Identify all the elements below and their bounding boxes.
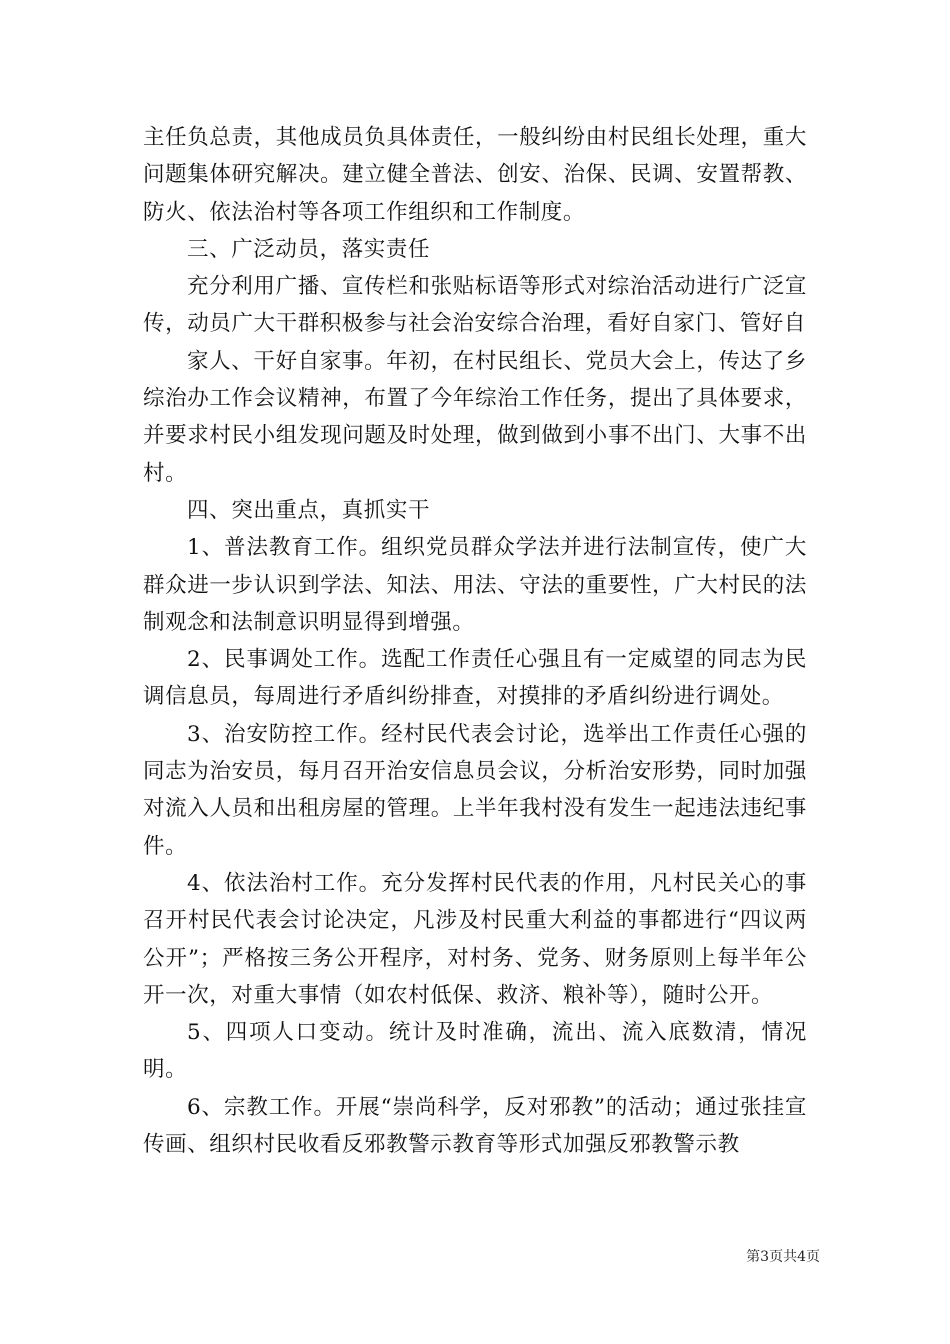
paragraph-item-1: 1、普法教育工作。组织党员群众学法并进行法制宣传，使广大群众进一步认识到学法、知法、用法、守法的重要性，广大村民的法制观念和法制意识明显得到增强。 [143, 535, 807, 635]
paragraph-item-6: 6、宗教工作。开展“崇尚科学，反对邪教”的活动；通过张挂宣传画、组织村民收看反邪教警示教育等形式加强反邪教警示教 [143, 1094, 807, 1158]
paragraph-mobilize: 充分利用广播、宣传栏和张贴标语等形式对综治活动进行广泛宣传，动员广大干群积极参与社会治安综合治理，看好自家门、管好自 [143, 274, 807, 337]
paragraph-item-2: 2、民事调处工作。选配工作责任心强且有一定威望的同志为民调信息员，每周进行矛盾纠纷排查，对摸排的矛盾纠纷进行调处。 [143, 647, 807, 710]
paragraph-item-5: 5、四项人口变动。统计及时准确，流出、流入底数清，情况明。 [143, 1020, 807, 1083]
section-heading-three: 三、广泛动员，落实责任 [187, 236, 431, 262]
paragraph-item-4: 4、依法治村工作。充分发挥村民代表的作用，凡村民关心的事召开村民代表会讨论决定，凡涉及村民重大利益的事都进行“四议两公开”；严格按三务公开程序，对村务、党务、财务原则上每半年公开一次，对重大事情（如农村低保、救济、粮补等），随时公开。 [143, 870, 807, 1008]
paragraph-annual-meeting: 家人、干好自家事。年初，在村民组长、党员大会上，传达了乡综治办工作会议精神，布置了今年综治工作任务，提出了具体要求，并要求村民小组发现问题及时处理，做到做到小事不出门、大事不出村。 [143, 348, 807, 486]
paragraph-continuation: 主任负总责，其他成员负具体责任，一般纠纷由村民组长处理，重大问题集体研究解决。建立健全普法、创安、治保、民调、安置帮教、防火、依法治村等各项工作组织和工作制度。 [143, 125, 807, 225]
paragraph-item-3: 3、治安防控工作。经村民代表会讨论，选举出工作责任心强的同志为治安员，每月召开治安信息员会议，分析治安形势，同时加强对流入人员和出租房屋的管理。上半年我村没有发生一起违法违纪事件。 [143, 721, 807, 859]
document-body [143, 119, 807, 1163]
section-heading-four: 四、突出重点，真抓实干 [187, 497, 431, 523]
page-number-footer: 第3页共4页 [746, 1249, 820, 1265]
